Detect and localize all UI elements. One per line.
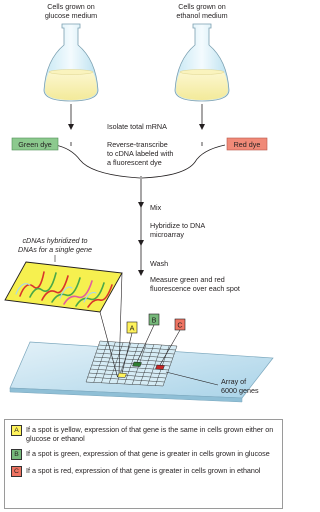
array-label-line2: 6000 genes [221, 386, 259, 395]
step-reverse-line3: a fluorescent dye [107, 158, 162, 167]
array-label-line1: Array of [221, 377, 247, 386]
step-mix: Mix [150, 203, 162, 212]
step-isolate: Isolate total mRNA [107, 122, 167, 131]
red-dye-label: Red dye [233, 140, 261, 149]
callout-b-label: B [151, 315, 157, 325]
legend-row-c [11, 466, 276, 477]
flask-left-label-line1: Cells grown on [47, 2, 95, 11]
callout-c-label: C [177, 320, 183, 330]
legend-text-a: If a spot is yellow, expression of that gene is the same in cells grown either on glucose or ethanol [26, 425, 274, 444]
flask-left-label-line2: glucose medium [44, 11, 98, 20]
step-wash: Wash [150, 259, 169, 268]
legend-badge-c: C [11, 466, 22, 477]
cdna-label-line1: cDNAs hybridized to [22, 236, 88, 245]
flask-right-icon [175, 24, 229, 101]
legend-row-a [11, 425, 276, 443]
legend-badge-b: B [11, 449, 22, 460]
step-measure-line2: fluorescence over each spot [150, 284, 240, 293]
step-hybridize-line2: microarray [150, 230, 184, 239]
flask-right-label-line2: ethanol medium [176, 11, 228, 20]
legend-row-b [11, 449, 276, 460]
legend-badge-a: A [11, 425, 22, 436]
step-reverse-line1: Reverse-transcribe [107, 140, 168, 149]
zoomed-spot [5, 262, 122, 312]
callout-a-label: A [129, 323, 135, 333]
legend-text-c: If a spot is red, expression of that gene is greater in cells grown in ethanol [26, 466, 261, 476]
step-reverse-line2: to cDNA labeled with [107, 149, 174, 158]
flask-left-icon [44, 24, 98, 101]
legend-box [4, 419, 283, 509]
spot-green [133, 362, 142, 367]
green-dye-label: Green dye [18, 140, 52, 149]
flask-right-label-line1: Cells grown on [178, 2, 226, 11]
cdna-label-line2: DNAs for a single gene [18, 245, 92, 254]
spot-red [156, 365, 165, 370]
spot-yellow [118, 373, 127, 378]
legend-text-b: If a spot is green, expression of that gene is greater in cells grown in glucose [26, 449, 270, 459]
step-measure-line1: Measure green and red [150, 275, 225, 284]
step-hybridize-line1: Hybridize to DNA [150, 221, 206, 230]
array-grid [86, 341, 177, 386]
